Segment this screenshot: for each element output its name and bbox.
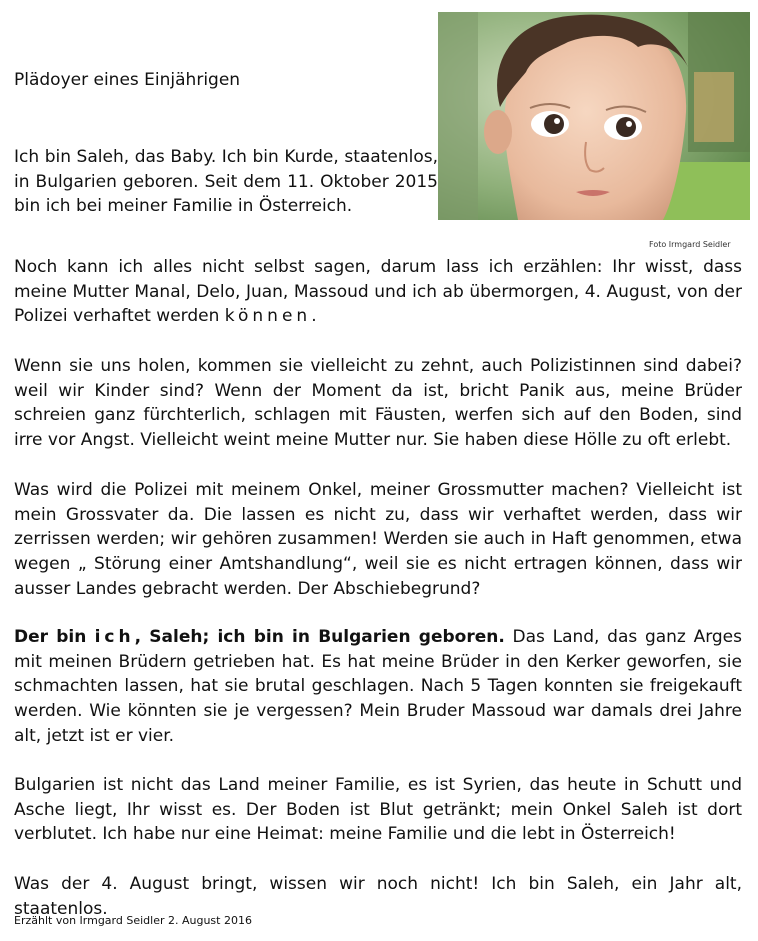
paragraph-4-text: Das Land, das ganz Arges mit meinen Brüdern getrieben hat. Es hat meine Brüder in den Kerker geworfen, sie schmachten lassen, hat sie brutal geschlagen. Nach 5 Tagen konnten sie freigekauft werden. Wie könnten sie je vergessen? Mein Bruder Massoud war damals drei Jahre alt, jetzt ist er vier.	[14, 627, 742, 746]
baby-photo	[438, 12, 750, 220]
paragraph-3: Was wird die Polizei mit meinem Onkel, meiner Grossmutter machen? Vielleicht ist mein Grossvater da. Die lassen es nicht zu, dass wir verhaftet werden, dass wir zerrissen werden; wir gehören zusammen! Werden sie auch in Haft genommen, etwa wegen „ Störung einer Amtshandlung“, weil sie es nicht ertragen können, dass wir ausser Landes gebracht werden. Der Abschiebegrund?	[14, 480, 742, 599]
paragraph-1-spaced-word: können	[224, 306, 312, 327]
paragraph-4	[14, 625, 742, 749]
footer-attribution: Erzählt von Irmgard Seidler 2. August 2016	[14, 914, 252, 927]
paragraph-2: Wenn sie uns holen, kommen sie vielleicht zu zehnt, auch Polizistinnen sind dabei? weil wir Kinder sind? Wenn der Moment da ist, bricht Panik aus, meine Brüder schreien ganz fürchterlich, schlagen mit Fäusten, werfen sich auf den Boden, sind irre vor Angst. Vielleicht weint meine Mutter nur. Sie haben diese Hölle zu oft erlebt.	[14, 356, 742, 451]
paragraph-4-bold: Der bin ich, Saleh; ich bin in Bulgarien geboren.	[14, 627, 505, 647]
paragraph-1	[14, 255, 742, 329]
paragraph-1-text: Noch kann ich alles nicht selbst sagen, darum lass ich erzählen: Ihr wisst, dass meine Mutter Manal, Delo, Juan, Massoud und ich ab übermorgen, 4. August, von der Polizei verhaftet werden	[14, 257, 742, 327]
photo-credit: Foto Irmgard Seidler	[649, 240, 731, 249]
paragraph-6: Was der 4. August bringt, wissen wir noch nicht! Ich bin Saleh, ein Jahr alt, staatenlos.	[14, 874, 742, 919]
intro-paragraph: Ich bin Saleh, das Baby. Ich bin Kurde, staatenlos, in Bulgarien geboren. Seit dem 11. Oktober 2015 bin ich bei meiner Familie in Österreich.	[14, 147, 438, 217]
baby-photo-illustration	[438, 12, 750, 220]
paragraph-5: Bulgarien ist nicht das Land meiner Familie, es ist Syrien, das heute in Schutt und Asche liegt, Ihr wisst es. Der Boden ist Blut getränkt; mein Onkel Saleh ist dort verblutet. Ich habe nur eine Heimat: meine Familie und die lebt in Österreich!	[14, 775, 742, 845]
paragraph-1-end: .	[311, 306, 317, 327]
document-title: Plädoyer eines Einjährigen	[14, 70, 241, 90]
